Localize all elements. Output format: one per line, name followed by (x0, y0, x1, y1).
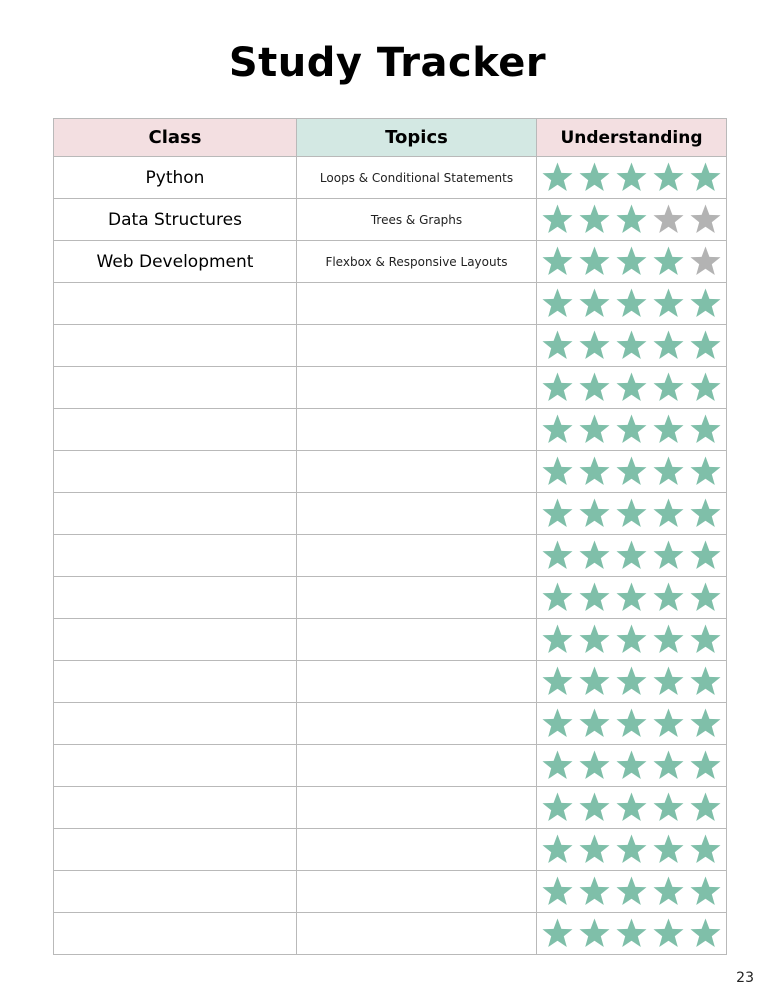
star-filled-icon[interactable] (652, 413, 685, 446)
star-filled-icon[interactable] (689, 749, 722, 782)
column-header-understanding: Understanding (537, 119, 727, 157)
star-filled-icon[interactable] (615, 581, 648, 614)
star-filled-icon[interactable] (652, 161, 685, 194)
star-filled-icon[interactable] (615, 329, 648, 362)
star-filled-icon[interactable] (578, 287, 611, 320)
star-filled-icon[interactable] (689, 371, 722, 404)
star-filled-icon[interactable] (541, 413, 574, 446)
star-filled-icon[interactable] (689, 413, 722, 446)
star-filled-icon[interactable] (689, 329, 722, 362)
study-tracker-table (53, 118, 727, 955)
class-cell[interactable] (54, 619, 297, 661)
star-filled-icon[interactable] (689, 917, 722, 950)
star-filled-icon[interactable] (689, 665, 722, 698)
star-filled-icon[interactable] (615, 791, 648, 824)
class-cell[interactable] (54, 871, 297, 913)
star-filled-icon[interactable] (652, 539, 685, 572)
topic-cell[interactable] (297, 367, 537, 409)
topic-cell[interactable] (297, 493, 537, 535)
topic-cell[interactable]: Flexbox & Responsive Layouts (297, 241, 537, 283)
table-row (54, 325, 727, 367)
star-filled-icon[interactable] (578, 539, 611, 572)
star-filled-icon[interactable] (541, 497, 574, 530)
topic-cell[interactable] (297, 661, 537, 703)
topic-cell[interactable] (297, 829, 537, 871)
star-filled-icon[interactable] (578, 203, 611, 236)
table-row (54, 451, 727, 493)
star-filled-icon[interactable] (615, 455, 648, 488)
star-filled-icon[interactable] (652, 623, 685, 656)
star-filled-icon[interactable] (541, 203, 574, 236)
header-row (54, 119, 727, 157)
column-header-topics: Topics (297, 119, 537, 157)
star-filled-icon[interactable] (689, 287, 722, 320)
class-cell[interactable] (54, 409, 297, 451)
understanding-cell (537, 241, 727, 283)
class-cell[interactable] (54, 661, 297, 703)
table-row (54, 367, 727, 409)
star-rating[interactable] (537, 872, 726, 912)
understanding-cell (537, 829, 727, 871)
star-filled-icon[interactable] (652, 455, 685, 488)
understanding-cell (537, 535, 727, 577)
star-filled-icon[interactable] (578, 329, 611, 362)
star-filled-icon[interactable] (652, 371, 685, 404)
understanding-cell (537, 283, 727, 325)
topic-cell[interactable] (297, 703, 537, 745)
star-filled-icon[interactable] (541, 917, 574, 950)
star-filled-icon[interactable] (578, 875, 611, 908)
table-row (54, 619, 727, 661)
star-rating[interactable] (537, 620, 726, 660)
class-cell[interactable] (54, 325, 297, 367)
star-rating[interactable] (537, 788, 726, 828)
star-filled-icon[interactable] (578, 161, 611, 194)
star-filled-icon[interactable] (541, 707, 574, 740)
table-row (54, 493, 727, 535)
understanding-cell (537, 619, 727, 661)
page-title: Study Tracker (228, 40, 547, 86)
star-filled-icon[interactable] (652, 917, 685, 950)
class-cell[interactable]: Web Development (54, 241, 297, 283)
star-filled-icon[interactable] (652, 581, 685, 614)
table-row (54, 829, 727, 871)
topic-cell[interactable] (297, 325, 537, 367)
class-cell[interactable]: Python (54, 157, 297, 199)
star-filled-icon[interactable] (689, 497, 722, 530)
star-filled-icon[interactable] (689, 455, 722, 488)
star-filled-icon[interactable] (652, 749, 685, 782)
star-rating[interactable] (537, 704, 726, 744)
star-filled-icon[interactable] (652, 245, 685, 278)
understanding-cell (537, 493, 727, 535)
star-rating[interactable] (537, 914, 726, 954)
understanding-cell (537, 367, 727, 409)
star-filled-icon[interactable] (541, 833, 574, 866)
class-cell[interactable] (54, 787, 297, 829)
star-filled-icon[interactable] (578, 371, 611, 404)
star-filled-icon[interactable] (578, 413, 611, 446)
star-filled-icon[interactable] (541, 161, 574, 194)
class-cell[interactable]: Data Structures (54, 199, 297, 241)
star-filled-icon[interactable] (541, 665, 574, 698)
table-row (54, 241, 727, 283)
understanding-cell (537, 577, 727, 619)
star-filled-icon[interactable] (541, 371, 574, 404)
star-filled-icon[interactable] (578, 623, 611, 656)
class-cell[interactable] (54, 577, 297, 619)
topic-cell[interactable] (297, 745, 537, 787)
class-cell[interactable] (54, 745, 297, 787)
star-filled-icon[interactable] (652, 833, 685, 866)
star-filled-icon[interactable] (615, 665, 648, 698)
topic-cell[interactable] (297, 913, 537, 955)
table-row (54, 409, 727, 451)
table-row (54, 661, 727, 703)
star-filled-icon[interactable] (689, 791, 722, 824)
star-rating[interactable] (537, 410, 726, 450)
topic-cell[interactable] (297, 283, 537, 325)
star-filled-icon[interactable] (615, 539, 648, 572)
star-filled-icon[interactable] (541, 455, 574, 488)
star-filled-icon[interactable] (578, 245, 611, 278)
star-filled-icon[interactable] (652, 791, 685, 824)
star-rating[interactable] (537, 578, 726, 618)
class-cell[interactable] (54, 913, 297, 955)
table-row (54, 577, 727, 619)
star-filled-icon[interactable] (689, 539, 722, 572)
table-row (54, 199, 727, 241)
star-filled-icon[interactable] (578, 497, 611, 530)
star-filled-icon[interactable] (615, 497, 648, 530)
topic-cell[interactable] (297, 535, 537, 577)
star-rating[interactable] (537, 536, 726, 576)
star-rating[interactable] (537, 452, 726, 492)
topic-cell[interactable]: Trees & Graphs (297, 199, 537, 241)
star-filled-icon[interactable] (652, 875, 685, 908)
star-filled-icon[interactable] (541, 581, 574, 614)
table-row (54, 787, 727, 829)
topic-cell[interactable] (297, 577, 537, 619)
star-filled-icon[interactable] (541, 623, 574, 656)
star-filled-icon[interactable] (615, 287, 648, 320)
table-row (54, 745, 727, 787)
star-filled-icon[interactable] (578, 707, 611, 740)
class-cell[interactable] (54, 703, 297, 745)
star-filled-icon[interactable] (578, 455, 611, 488)
star-filled-icon[interactable] (541, 749, 574, 782)
class-cell[interactable] (54, 829, 297, 871)
class-cell[interactable] (54, 493, 297, 535)
understanding-cell (537, 325, 727, 367)
star-filled-icon[interactable] (652, 287, 685, 320)
topic-cell[interactable] (297, 787, 537, 829)
star-rating[interactable] (537, 200, 726, 240)
star-empty-icon[interactable] (689, 203, 722, 236)
star-filled-icon[interactable] (541, 245, 574, 278)
class-cell[interactable] (54, 367, 297, 409)
understanding-cell (537, 409, 727, 451)
class-cell[interactable] (54, 451, 297, 493)
star-rating[interactable] (537, 830, 726, 870)
star-filled-icon[interactable] (541, 875, 574, 908)
star-filled-icon[interactable] (578, 791, 611, 824)
table-body (54, 157, 727, 955)
star-empty-icon[interactable] (652, 203, 685, 236)
understanding-cell (537, 661, 727, 703)
star-rating[interactable] (537, 242, 726, 282)
star-filled-icon[interactable] (689, 623, 722, 656)
star-empty-icon[interactable] (689, 245, 722, 278)
star-filled-icon[interactable] (689, 707, 722, 740)
topic-cell[interactable] (297, 871, 537, 913)
star-rating[interactable] (537, 494, 726, 534)
star-filled-icon[interactable] (652, 497, 685, 530)
table-row (54, 535, 727, 577)
class-cell[interactable] (54, 535, 297, 577)
star-filled-icon[interactable] (652, 665, 685, 698)
star-filled-icon[interactable] (615, 875, 648, 908)
star-filled-icon[interactable] (615, 749, 648, 782)
understanding-cell (537, 703, 727, 745)
star-filled-icon[interactable] (578, 917, 611, 950)
class-cell[interactable] (54, 283, 297, 325)
star-filled-icon[interactable] (578, 833, 611, 866)
understanding-cell (537, 745, 727, 787)
topic-cell[interactable] (297, 451, 537, 493)
star-rating[interactable] (537, 326, 726, 366)
star-rating[interactable] (537, 368, 726, 408)
star-filled-icon[interactable] (541, 539, 574, 572)
star-filled-icon[interactable] (578, 581, 611, 614)
star-filled-icon[interactable] (541, 791, 574, 824)
understanding-cell (537, 157, 727, 199)
topic-cell[interactable] (297, 409, 537, 451)
understanding-cell (537, 451, 727, 493)
star-filled-icon[interactable] (615, 245, 648, 278)
star-filled-icon[interactable] (652, 707, 685, 740)
star-filled-icon[interactable] (689, 875, 722, 908)
star-rating[interactable] (537, 662, 726, 702)
star-filled-icon[interactable] (615, 833, 648, 866)
understanding-cell (537, 199, 727, 241)
table-row (54, 913, 727, 955)
star-filled-icon[interactable] (541, 329, 574, 362)
topic-cell[interactable]: Loops & Conditional Statements (297, 157, 537, 199)
star-rating[interactable] (537, 284, 726, 324)
page-number: 23 (736, 970, 754, 986)
star-filled-icon[interactable] (615, 203, 648, 236)
table-row (54, 703, 727, 745)
star-filled-icon[interactable] (578, 749, 611, 782)
star-filled-icon[interactable] (615, 917, 648, 950)
star-filled-icon[interactable] (578, 665, 611, 698)
star-filled-icon[interactable] (615, 623, 648, 656)
table-row (54, 283, 727, 325)
star-filled-icon[interactable] (541, 287, 574, 320)
topic-cell[interactable] (297, 619, 537, 661)
star-filled-icon[interactable] (689, 833, 722, 866)
table-row (54, 157, 727, 199)
star-rating[interactable] (537, 746, 726, 786)
column-header-class: Class (54, 119, 297, 157)
understanding-cell (537, 787, 727, 829)
star-filled-icon[interactable] (615, 707, 648, 740)
star-filled-icon[interactable] (652, 329, 685, 362)
understanding-cell (537, 913, 727, 955)
understanding-cell (537, 871, 727, 913)
table-row (54, 871, 727, 913)
star-filled-icon[interactable] (615, 371, 648, 404)
star-filled-icon[interactable] (689, 161, 722, 194)
star-rating[interactable] (537, 158, 726, 198)
star-filled-icon[interactable] (615, 413, 648, 446)
star-filled-icon[interactable] (615, 161, 648, 194)
star-filled-icon[interactable] (689, 581, 722, 614)
